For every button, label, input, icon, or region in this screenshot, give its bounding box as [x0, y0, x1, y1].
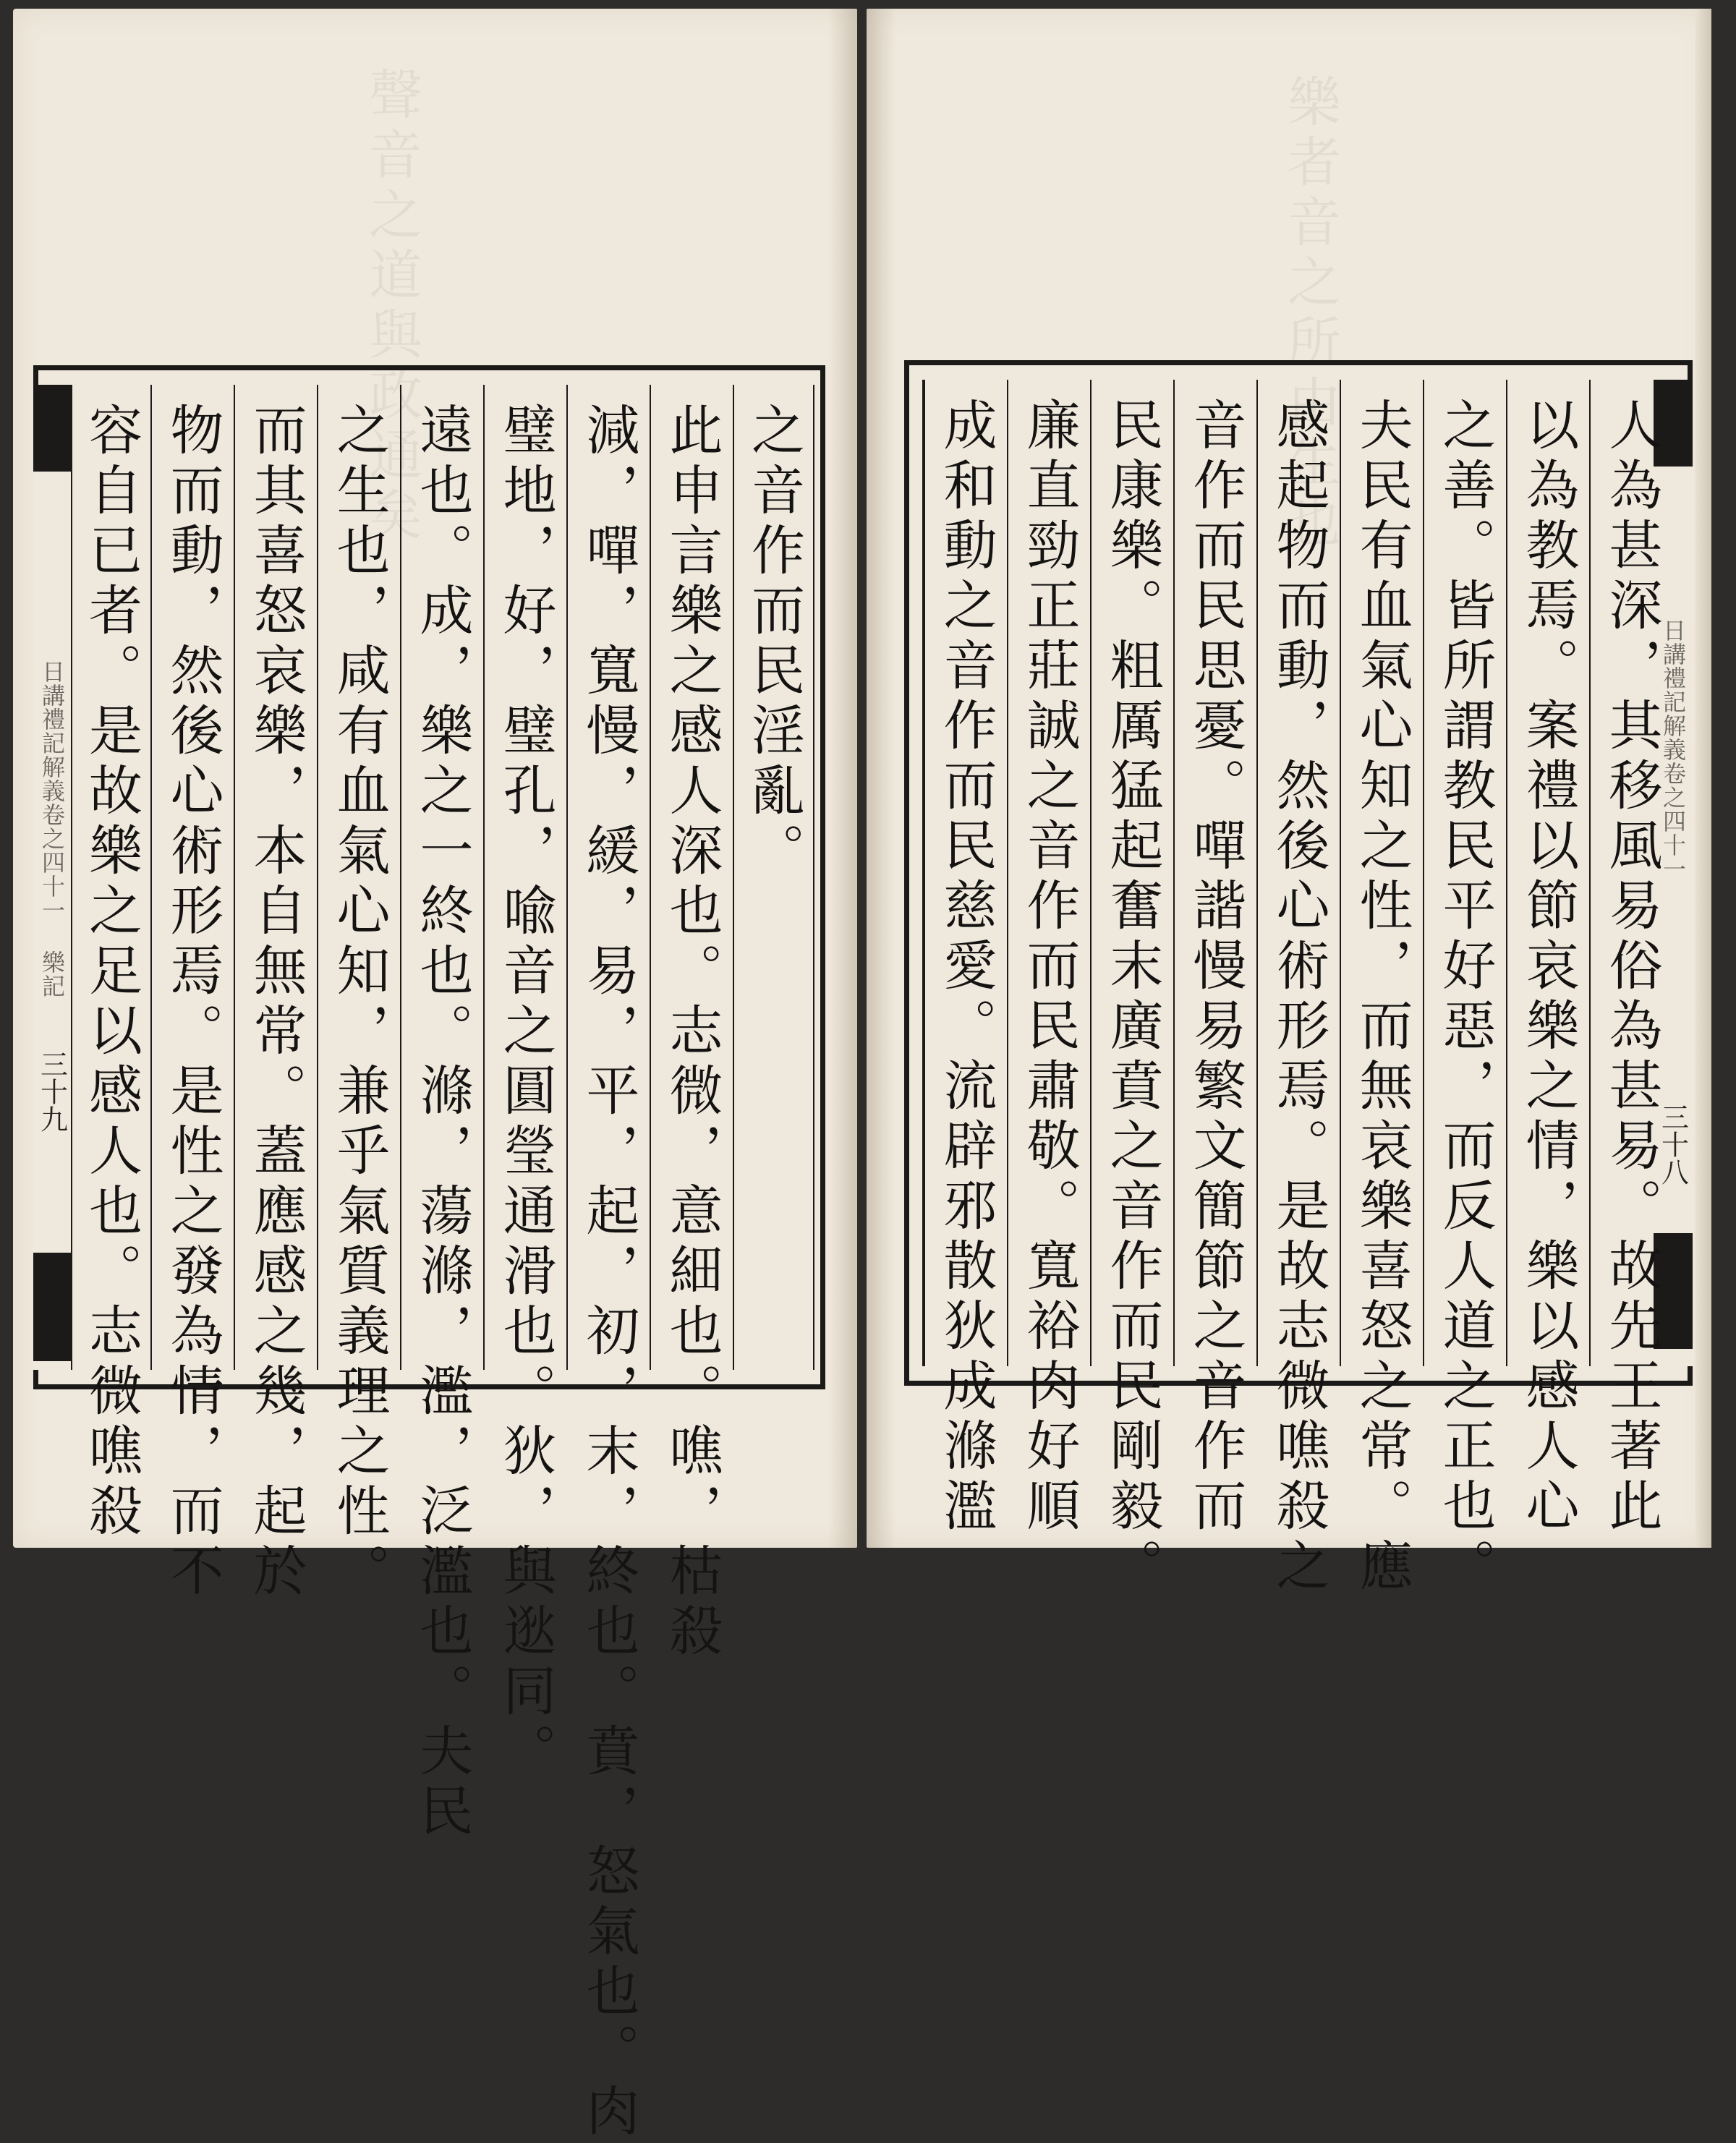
text-column: 之善。皆所謂教民平好惡，而反人道之正也。	[1423, 380, 1506, 1366]
text-column: 璧地，好，璧孔，喩音之圓瑩通滑也。狄，與逖同。	[483, 385, 566, 1370]
text-column: 感起物而動，然後心術形焉。是故志微噍殺之	[1256, 380, 1340, 1366]
text-column: 人為甚深，其移風易俗為甚易。故先王著此	[1589, 380, 1672, 1366]
printed-frame-right	[904, 360, 1693, 1598]
gutter-shadow	[828, 9, 857, 1548]
page-number: 三十九	[35, 1050, 68, 1133]
left-page	[13, 9, 857, 2143]
column-area-right	[922, 380, 1688, 1598]
text-column: 減，嘽，寬慢，緩，易，平，起，初，末，終也。賁，怒氣也。肉	[566, 385, 650, 1370]
text-column: 以為教焉。案禮以節哀樂之情，樂以感人心	[1506, 380, 1589, 1366]
margin-title: 日講禮記解義卷之四十一	[1659, 618, 1687, 881]
text-column: 廉直勁正莊誠之音作而民肅敬。寬裕肉好順	[1007, 380, 1090, 1366]
page-number: 三十八	[1656, 1103, 1689, 1185]
text-column: 遠也。成，樂之一終也。滌，蕩滌，濫，泛濫也。夫民	[400, 385, 483, 1370]
text-column: 成和動之音作而民慈愛。流辟邪散狄成滌濫	[924, 380, 1007, 1366]
text-column: 容自已者。是故樂之足以感人也。志微噍殺	[71, 385, 150, 1370]
text-column: 之音作而民淫亂。	[733, 385, 814, 1370]
gutter-shadow	[867, 9, 895, 1548]
column-area-left	[38, 385, 814, 2143]
text-column: 物而動，然後心術形焉。是性之發為情，而不	[150, 385, 234, 1370]
page-edge	[1695, 9, 1711, 1548]
right-page	[867, 9, 1711, 1598]
printed-frame-left	[33, 365, 825, 2143]
text-column: 此申言樂之感人深也。志微，意細也。噍，枯殺	[650, 385, 733, 1370]
text-column: 而其喜怒哀樂，本自無常。蓋應感之幾，起於	[234, 385, 317, 1370]
text-column: 之生也，咸有血氣心知，兼乎氣質義理之性。	[317, 385, 400, 1370]
bleed-through-text: 聲音之道與政通矣	[360, 67, 422, 547]
margin-title: 日講禮記解義卷之四十一 樂記	[38, 660, 66, 998]
bleed-through-text: 樂者音之所由生也	[1279, 74, 1341, 554]
text-column: 夫民有血氣心知之性，而無哀樂喜怒之常。應	[1340, 380, 1423, 1366]
text-column: 民康樂。粗厲猛起奮末廣賁之音作而民剛毅。	[1090, 380, 1173, 1366]
text-column: 音作而民思憂。嘽諧慢易繁文簡節之音作而	[1173, 380, 1256, 1366]
